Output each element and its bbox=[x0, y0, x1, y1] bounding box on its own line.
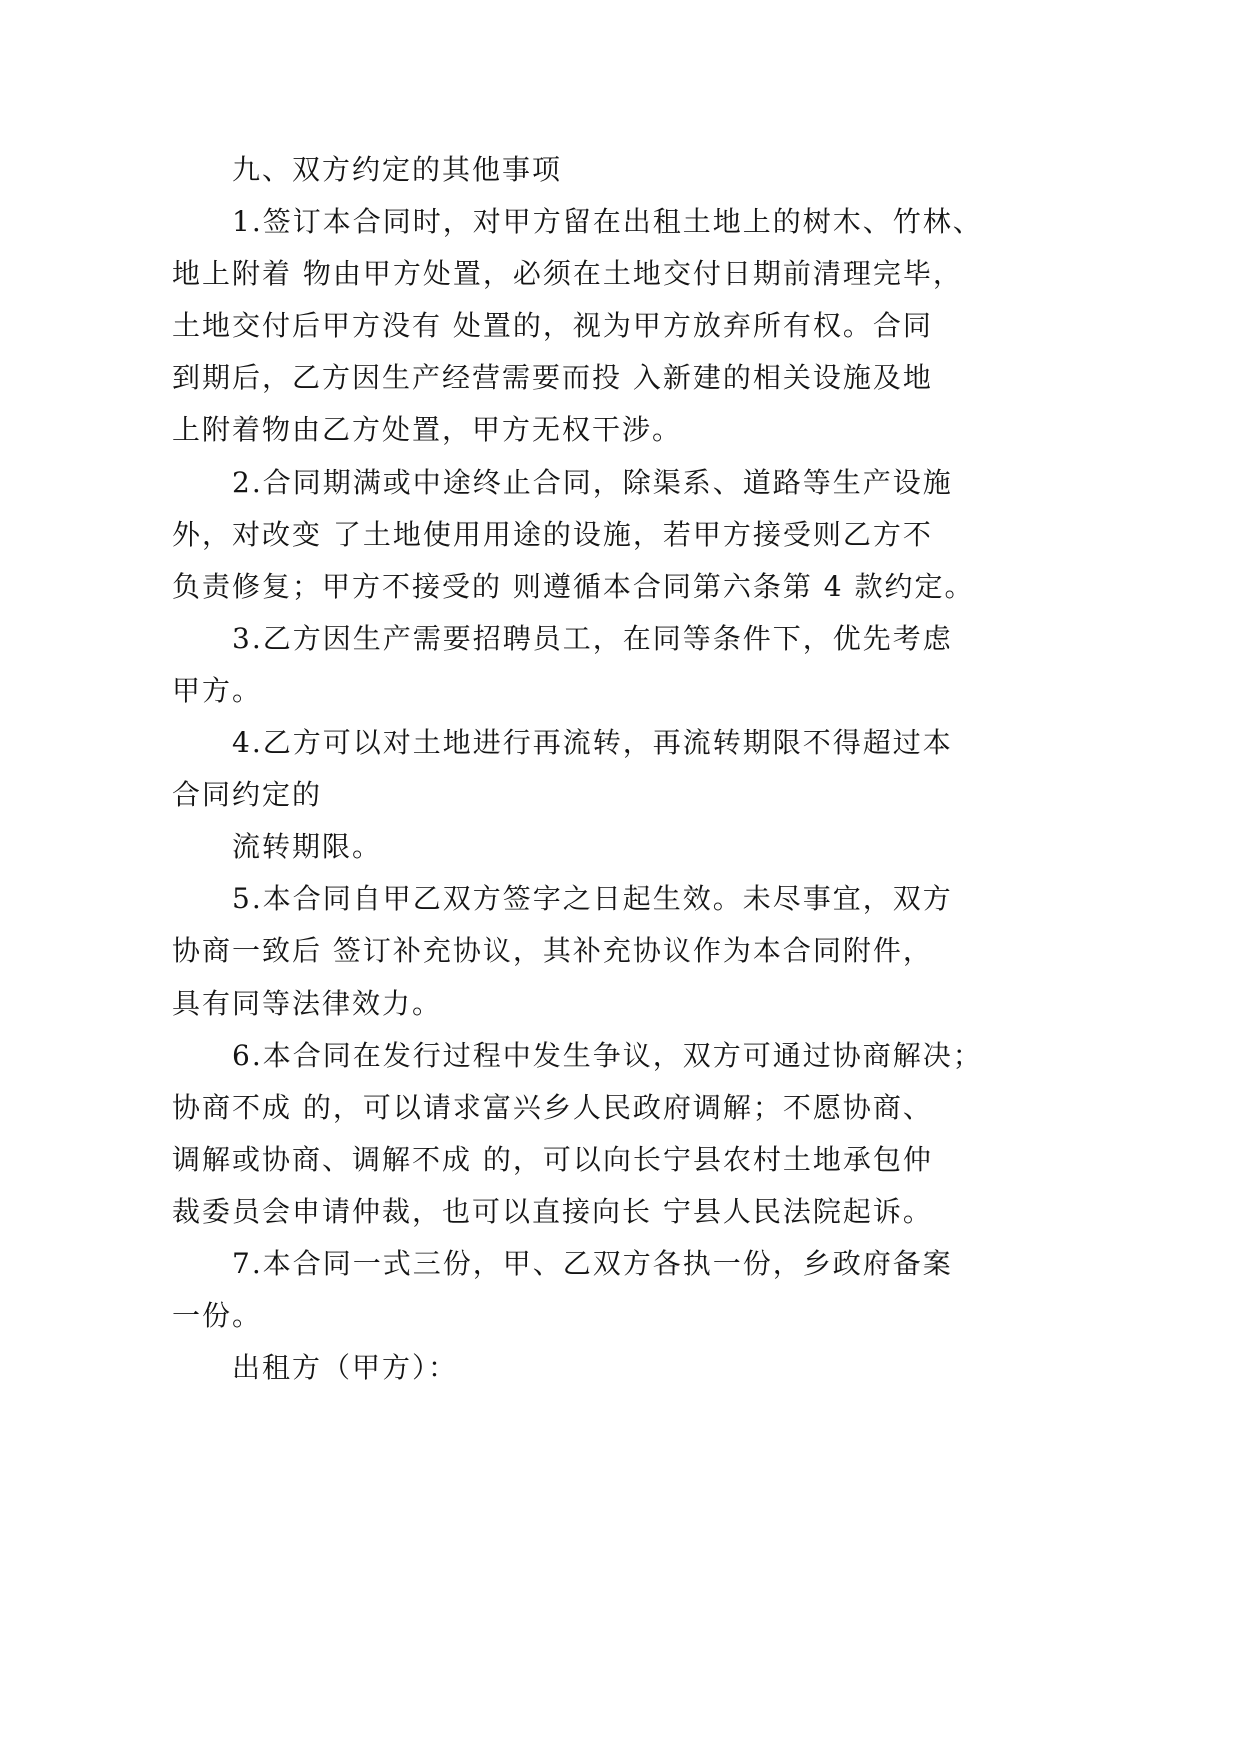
clause-line: 3.乙方因生产需要招聘员工，在同等条件下，优先考虑 bbox=[232, 621, 953, 655]
clause-line: 一份。 bbox=[172, 1299, 263, 1333]
clause-2 bbox=[172, 457, 1112, 613]
clause-line: 协商一致后 签订补充协议，其补充协议作为本合同附件， bbox=[172, 934, 933, 968]
lessor-signature-label: 出租方（甲方）： bbox=[232, 1351, 459, 1385]
clause-line: 7.本合同一式三份，甲、乙双方各执一份，乡政府备案 bbox=[232, 1246, 953, 1280]
clause-line: 5.本合同自甲乙双方签字之日起生效。未尽事宜，双方 bbox=[232, 882, 953, 916]
clause-line: 地上附着 物由甲方处置，必须在土地交付日期前清理完毕， bbox=[172, 257, 963, 291]
clause-line: 流转期限。 bbox=[232, 830, 383, 864]
clause-line: 4.乙方可以对土地进行再流转，再流转期限不得超过本 bbox=[232, 726, 953, 760]
clause-3 bbox=[172, 613, 1112, 717]
clause-line: 外，对改变 了土地使用用途的设施，若甲方接受则乙方不 bbox=[172, 517, 933, 551]
clause-line: 合同约定的 bbox=[172, 778, 323, 812]
clause-line: 调解或协商、调解不成 的，可以向长宁县农村土地承包仲 bbox=[172, 1142, 933, 1176]
clause-line: 负责修复；甲方不接受的 则遵循本合同第六条第 4 款约定。 bbox=[172, 569, 975, 603]
section-title: 九、双方约定的其他事项 bbox=[232, 153, 563, 186]
clause-line: 2.合同期满或中途终止合同，除渠系、道路等生产设施 bbox=[232, 465, 953, 499]
clause-line: 裁委员会申请仲裁，也可以直接向长 宁县人民法院起诉。 bbox=[172, 1194, 933, 1228]
clause-line: 6.本合同在发行过程中发生争议，双方可通过协商解决； bbox=[232, 1038, 983, 1072]
clause-line: 具有同等法律效力。 bbox=[172, 986, 443, 1020]
clause-line: 甲方。 bbox=[172, 673, 263, 707]
clause-line: 到期后，乙方因生产经营需要而投 入新建的相关设施及地 bbox=[172, 361, 933, 395]
clause-line: 1.签订本合同时，对甲方留在出租土地上的树木、竹林、 bbox=[232, 205, 983, 239]
clause-line: 土地交付后甲方没有 处置的，视为甲方放弃所有权。合同 bbox=[172, 309, 933, 343]
clause-7 bbox=[172, 1238, 1112, 1342]
clause-6 bbox=[172, 1030, 1112, 1238]
clause-line: 协商不成 的，可以请求富兴乡人民政府调解；不愿协商、 bbox=[172, 1090, 933, 1124]
clause-4 bbox=[172, 717, 1112, 873]
clause-1 bbox=[172, 196, 1112, 456]
clause-5 bbox=[172, 873, 1112, 1029]
clause-line: 上附着物由乙方处置，甲方无权干涉。 bbox=[172, 413, 683, 447]
document-body bbox=[172, 144, 1112, 1394]
